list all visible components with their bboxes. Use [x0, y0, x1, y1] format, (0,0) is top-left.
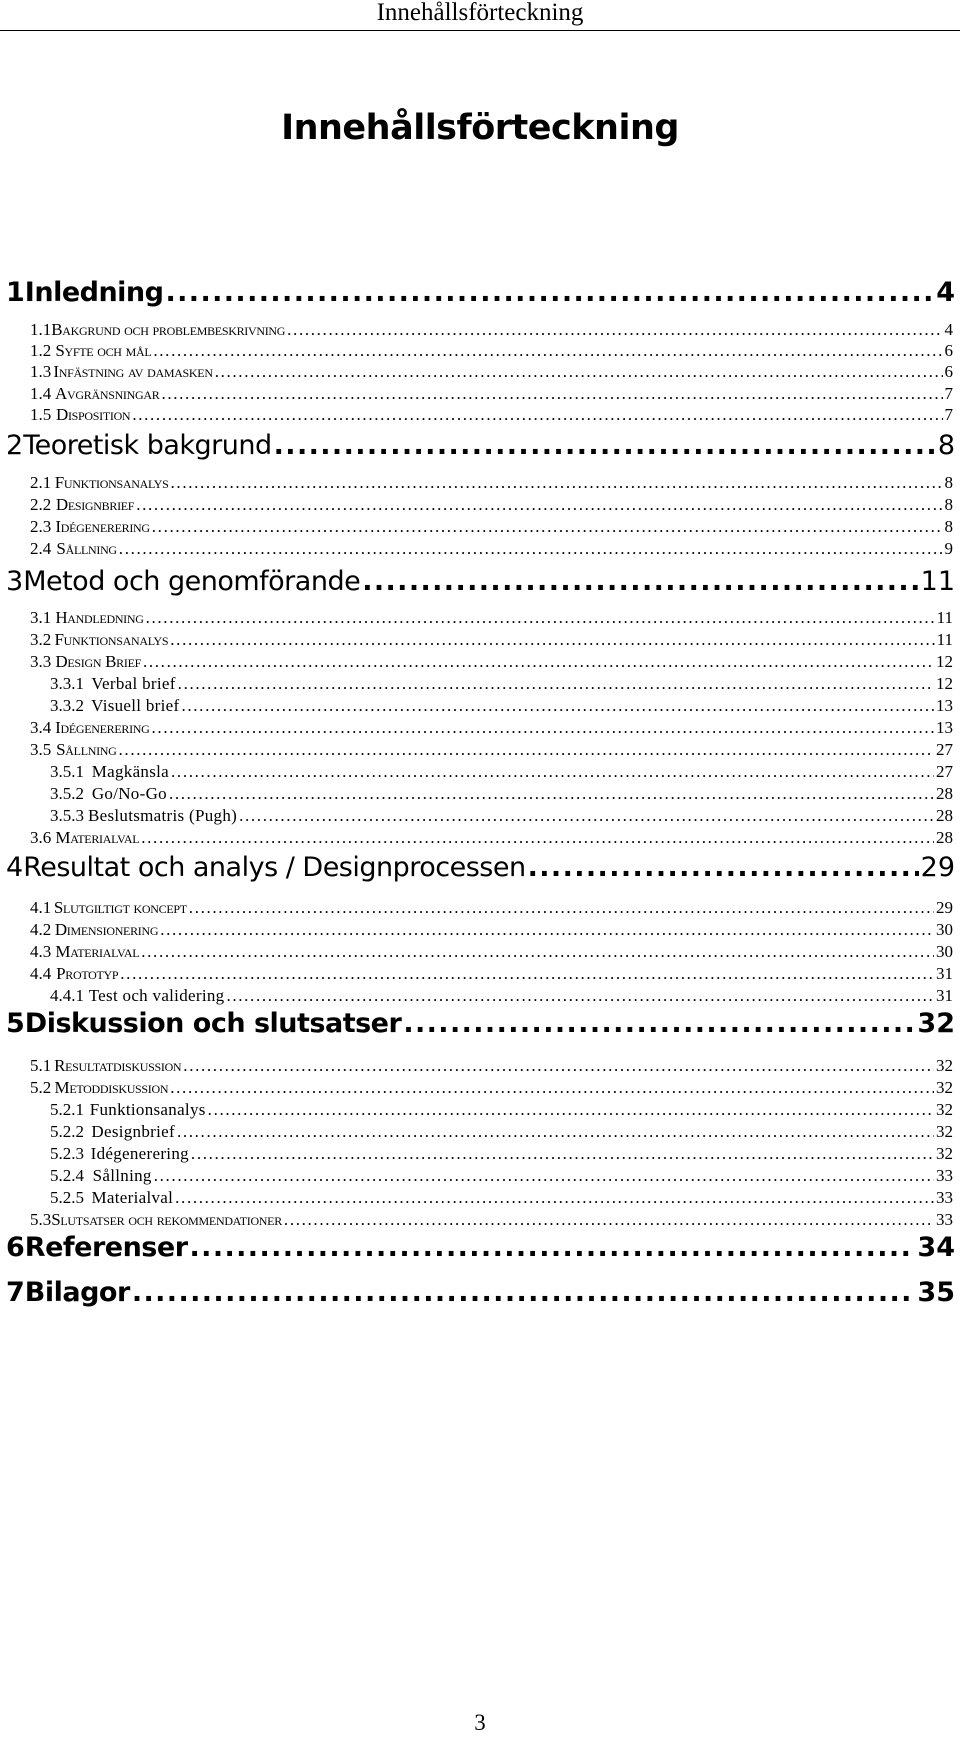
- toc-entry-title: Idégenerering: [55, 718, 150, 737]
- toc-entry-title: Inledning: [24, 277, 164, 308]
- toc-entry-number: 5.2.1: [50, 1100, 84, 1119]
- toc-entry-page: 9: [944, 539, 953, 558]
- toc-entry-page: 30: [936, 920, 953, 939]
- toc-entry-number: 5: [6, 1008, 25, 1039]
- toc-entry-number: 3.5: [30, 740, 52, 759]
- toc-entry-number: 1.4: [30, 384, 52, 403]
- toc-entry-title: Metod och genomförande: [23, 566, 361, 597]
- dot-leader: [170, 1078, 934, 1098]
- toc-entry-level-2[interactable]: [0, 341, 953, 363]
- toc-entry-number: 5.2.4: [50, 1166, 84, 1185]
- dot-leader: [215, 362, 943, 382]
- toc-entry-number: 1.1: [30, 320, 52, 339]
- dot-leader: [284, 1210, 934, 1230]
- toc-entry-level-2[interactable]: [0, 630, 953, 652]
- toc-entry-title: Teoretisk bakgrund: [23, 430, 272, 461]
- dot-leader: [287, 320, 942, 340]
- toc-entry-level-3[interactable]: [0, 1100, 953, 1122]
- toc-entry-number: 2.1: [30, 473, 52, 492]
- toc-entry-level-3[interactable]: [0, 696, 953, 718]
- dot-leader: [132, 405, 942, 425]
- toc-entry-title: Sållning: [56, 539, 117, 558]
- dot-leader: [362, 566, 918, 597]
- toc-entry-number: 3.3.1: [50, 674, 84, 693]
- toc-entry-number: 3.3: [30, 652, 52, 671]
- dot-leader: [403, 1008, 915, 1039]
- dot-leader: [178, 674, 934, 694]
- dot-leader: [170, 630, 934, 650]
- dot-leader: [171, 762, 934, 782]
- toc-entry-title: Referenser: [24, 1232, 188, 1263]
- toc-entry-title: Slutgiltigt koncept: [53, 898, 187, 917]
- toc-entry-page: 11: [936, 630, 953, 649]
- toc-entry-page: 12: [936, 674, 953, 693]
- dot-leader: [119, 539, 943, 559]
- toc-entry-title: Dimensionering: [54, 920, 159, 939]
- dot-leader: [169, 784, 934, 804]
- dot-leader: [171, 473, 943, 493]
- toc-entry-title: Test och validering: [88, 986, 225, 1005]
- toc-entry-page: 33: [936, 1210, 953, 1229]
- toc-entry-title: Visuell brief: [91, 696, 180, 715]
- toc-entry-level-2[interactable]: [0, 517, 953, 539]
- toc-entry-page: 13: [936, 718, 953, 737]
- toc-entry-level-3[interactable]: [0, 674, 953, 696]
- dot-leader: [239, 806, 934, 826]
- toc-entry-page: 33: [936, 1166, 953, 1185]
- dot-leader: [165, 277, 934, 308]
- toc-entry-number: 3.5.3: [50, 806, 84, 825]
- toc-entry-title: Slutsatser och rekommendationer: [51, 1210, 282, 1229]
- toc-entry-title: Funktionsanalys: [54, 630, 169, 649]
- dot-leader: [161, 384, 942, 404]
- toc-entry-level-3[interactable]: [0, 762, 953, 784]
- toc-entry-level-2[interactable]: [0, 1210, 953, 1232]
- toc-entry-page: 34: [917, 1232, 955, 1263]
- toc-entry-page: 7: [944, 405, 953, 424]
- toc-entry-title: Sållning: [56, 740, 117, 759]
- toc-entry-title: Disposition: [55, 405, 131, 424]
- dot-leader: [143, 652, 934, 672]
- dot-leader: [190, 1232, 916, 1263]
- toc-entry-number: 1.2: [30, 341, 52, 360]
- toc-entry-level-2[interactable]: [0, 473, 953, 495]
- toc-entry-level-3[interactable]: [0, 784, 953, 806]
- toc-entry-title: Designbrief: [91, 1122, 175, 1141]
- toc-entry-number: 5.2.2: [50, 1122, 84, 1141]
- toc-entry-title: Beslutsmatris (Pugh): [88, 806, 238, 825]
- toc-entry-title: Funktionsanalys: [54, 473, 169, 492]
- toc-entry-number: 1: [6, 277, 25, 308]
- toc-entry-number: 1.3: [30, 362, 52, 381]
- header-divider: [0, 30, 960, 31]
- page-number: 3: [474, 1710, 486, 1735]
- toc-entry-page: 11: [936, 608, 953, 627]
- toc-entry-number: 2.2: [30, 495, 52, 514]
- toc-entry-level-2[interactable]: [0, 740, 953, 762]
- toc-entry-number: 1.5: [30, 405, 52, 424]
- toc-entry-title: Materialval: [91, 1188, 174, 1207]
- toc-entry-level-2[interactable]: [0, 495, 953, 517]
- toc-entry-level-3[interactable]: [0, 986, 953, 1008]
- toc-entry-number: 6: [6, 1232, 25, 1263]
- toc-entry-number: 2.4: [30, 539, 52, 558]
- toc-entry-level-2[interactable]: [0, 405, 953, 427]
- toc-entry-level-2[interactable]: [0, 320, 953, 342]
- dot-leader: [152, 718, 934, 738]
- toc-entry-title: Prototyp: [56, 964, 119, 983]
- toc-entry-number: 4: [6, 852, 24, 883]
- toc-entry-page: 32: [936, 1144, 953, 1163]
- toc-entry-number: 4.4: [30, 964, 52, 983]
- toc-entry-title: Syfte och mål: [55, 341, 152, 360]
- dot-leader: [177, 1122, 934, 1142]
- toc-entry-page: 4: [936, 277, 955, 308]
- toc-entry-number: 4.2: [30, 920, 52, 939]
- toc-entry-level-2[interactable]: [0, 608, 953, 630]
- toc-entry-title: Diskussion och slutsatser: [24, 1008, 402, 1039]
- toc-entry-number: 3.2: [30, 630, 52, 649]
- toc-entry-page: 33: [936, 1188, 953, 1207]
- toc-entry-level-2[interactable]: [0, 920, 953, 942]
- toc-entry-number: 4.4.1: [50, 986, 84, 1005]
- toc-entry-page: 28: [936, 806, 953, 825]
- toc-entry-level-2[interactable]: [0, 942, 953, 964]
- toc-entry-page: 12: [936, 652, 953, 671]
- dot-leader: [189, 898, 934, 918]
- toc-entry-page: 8: [944, 517, 953, 536]
- toc-entry-title: Materialval: [55, 942, 140, 961]
- toc-entry-level-2[interactable]: [0, 384, 953, 406]
- toc-entry-level-2[interactable]: [0, 362, 953, 384]
- toc-entry-level-1[interactable]: [0, 277, 955, 317]
- dot-leader: [191, 1144, 934, 1164]
- toc-entry-level-3[interactable]: [0, 1166, 953, 1188]
- toc-entry-title: Bakgrund och problembeskrivning: [51, 320, 286, 339]
- toc-entry-number: 3.5.2: [50, 784, 84, 803]
- toc-entry-number: 4.1: [30, 898, 52, 917]
- toc-entry-number: 3.3.2: [50, 696, 84, 715]
- toc-entry-number: 5.2: [30, 1078, 52, 1097]
- toc-entry-page: 30: [936, 942, 953, 961]
- toc-entry-level-2[interactable]: [0, 539, 953, 561]
- toc-entry-page: 32: [936, 1078, 953, 1097]
- dot-leader: [181, 696, 934, 716]
- toc-entry-number: 3.6: [30, 828, 52, 847]
- dot-leader: [141, 828, 934, 848]
- dot-leader: [119, 740, 934, 760]
- dot-leader: [528, 852, 919, 883]
- toc-entry-level-2[interactable]: [0, 1056, 953, 1078]
- toc-entry-title: Infästning av damasken: [53, 362, 213, 381]
- toc-entry-title: Resultatdiskussion: [54, 1056, 182, 1075]
- running-header: Innehållsförteckning: [376, 0, 584, 26]
- toc-entry-page: 6: [944, 362, 953, 381]
- toc-entry-page: 32: [936, 1122, 953, 1141]
- dot-leader: [274, 430, 936, 461]
- toc-entry-number: 7: [6, 1277, 25, 1308]
- dot-leader: [146, 608, 935, 628]
- toc-entry-level-2[interactable]: [0, 828, 953, 850]
- toc-entry-level-3[interactable]: [0, 806, 953, 828]
- toc-entry-title: Avgränsningar: [55, 384, 160, 403]
- toc-entry-title: Bilagor: [24, 1277, 130, 1308]
- toc-entry-number: 5.2.3: [50, 1144, 84, 1163]
- toc-entry-page: 13: [936, 696, 953, 715]
- toc-entry-page: 8: [944, 473, 953, 492]
- toc-entry-title: Verbal brief: [91, 674, 176, 693]
- toc-entry-level-2[interactable]: [0, 898, 953, 920]
- dot-leader: [120, 964, 934, 984]
- toc-entry-page: 32: [936, 1056, 953, 1075]
- toc-entry-page: 7: [944, 384, 953, 403]
- toc-entry-title: Resultat och analys / Designprocessen: [23, 852, 526, 883]
- dot-leader: [154, 1166, 934, 1186]
- toc-entry-page: 27: [936, 740, 953, 759]
- toc-entry-level-1[interactable]: [0, 852, 955, 892]
- toc-entry-number: 5.1: [30, 1056, 52, 1075]
- toc-entry-page: 8: [937, 430, 955, 461]
- toc-entry-number: 4.3: [30, 942, 52, 961]
- toc-entry-page: 8: [944, 495, 953, 514]
- dot-leader: [226, 986, 934, 1006]
- toc-entry-page: 27: [936, 762, 953, 781]
- toc-entry-number: 3: [6, 566, 24, 597]
- toc-entry-level-1[interactable]: [0, 1008, 955, 1048]
- toc-entry-title: Go/No-Go: [91, 784, 167, 803]
- dot-leader: [132, 1277, 916, 1308]
- toc-entry-number: 2.3: [30, 517, 52, 536]
- dot-leader: [153, 341, 942, 361]
- toc-entry-page: 4: [944, 320, 953, 339]
- toc-entry-page: 32: [917, 1008, 955, 1039]
- dot-leader: [141, 942, 934, 962]
- toc-entry-page: 32: [936, 1100, 953, 1119]
- dot-leader: [208, 1100, 934, 1120]
- toc-entry-page: 28: [936, 828, 953, 847]
- dot-leader: [183, 1056, 934, 1076]
- toc-entry-title: Magkänsla: [91, 762, 170, 781]
- toc-entry-title: Materialval: [55, 828, 140, 847]
- toc-entry-title: Idégenerering: [55, 517, 150, 536]
- toc-entry-page: 31: [936, 964, 953, 983]
- toc-entry-page: 29: [936, 898, 953, 917]
- toc-entry-title: Sållning: [92, 1166, 152, 1185]
- toc-entry-level-3[interactable]: [0, 1188, 953, 1210]
- toc-entry-number: 2: [6, 430, 24, 461]
- toc-entry-number: 5.2.5: [50, 1188, 84, 1207]
- toc-entry-number: 3.4: [30, 718, 52, 737]
- dot-leader: [152, 517, 943, 537]
- toc-entry-level-3[interactable]: [0, 1122, 953, 1144]
- toc-entry-level-3[interactable]: [0, 1144, 953, 1166]
- toc-entry-page: 6: [944, 341, 953, 360]
- toc-entry-level-1[interactable]: [0, 1277, 955, 1317]
- toc-entry-page: 29: [920, 852, 955, 883]
- toc-entry-title: Designbrief: [55, 495, 135, 514]
- toc-entry-level-2[interactable]: [0, 718, 953, 740]
- toc-entry-number: 3.1: [30, 608, 52, 627]
- toc-entry-title: Idégenerering: [90, 1144, 189, 1163]
- toc-entry-number: 3.5.1: [50, 762, 84, 781]
- toc-entry-title: Metoddiskussion: [54, 1078, 169, 1097]
- toc-entry-number: 5.3: [30, 1210, 52, 1229]
- toc-entry-page: 31: [936, 986, 953, 1005]
- toc-entry-level-1[interactable]: [0, 430, 955, 470]
- toc-entry-level-2[interactable]: [0, 1078, 953, 1100]
- toc-entry-level-2[interactable]: [0, 652, 953, 674]
- toc-entry-level-2[interactable]: [0, 964, 953, 986]
- toc-entry-page: 11: [920, 566, 955, 597]
- toc-entry-page: 35: [917, 1277, 955, 1308]
- page-title: Innehållsförteckning: [281, 108, 679, 148]
- toc-entry-level-1[interactable]: [0, 1232, 955, 1272]
- dot-leader: [160, 920, 934, 940]
- toc-entry-level-1[interactable]: [0, 566, 955, 606]
- toc-entry-title: Handledning: [55, 608, 144, 627]
- dot-leader: [175, 1188, 934, 1208]
- dot-leader: [136, 495, 942, 515]
- toc-entry-title: Design Brief: [55, 652, 141, 671]
- toc-entry-title: Funktionsanalys: [89, 1100, 206, 1119]
- toc-entry-page: 28: [936, 784, 953, 803]
